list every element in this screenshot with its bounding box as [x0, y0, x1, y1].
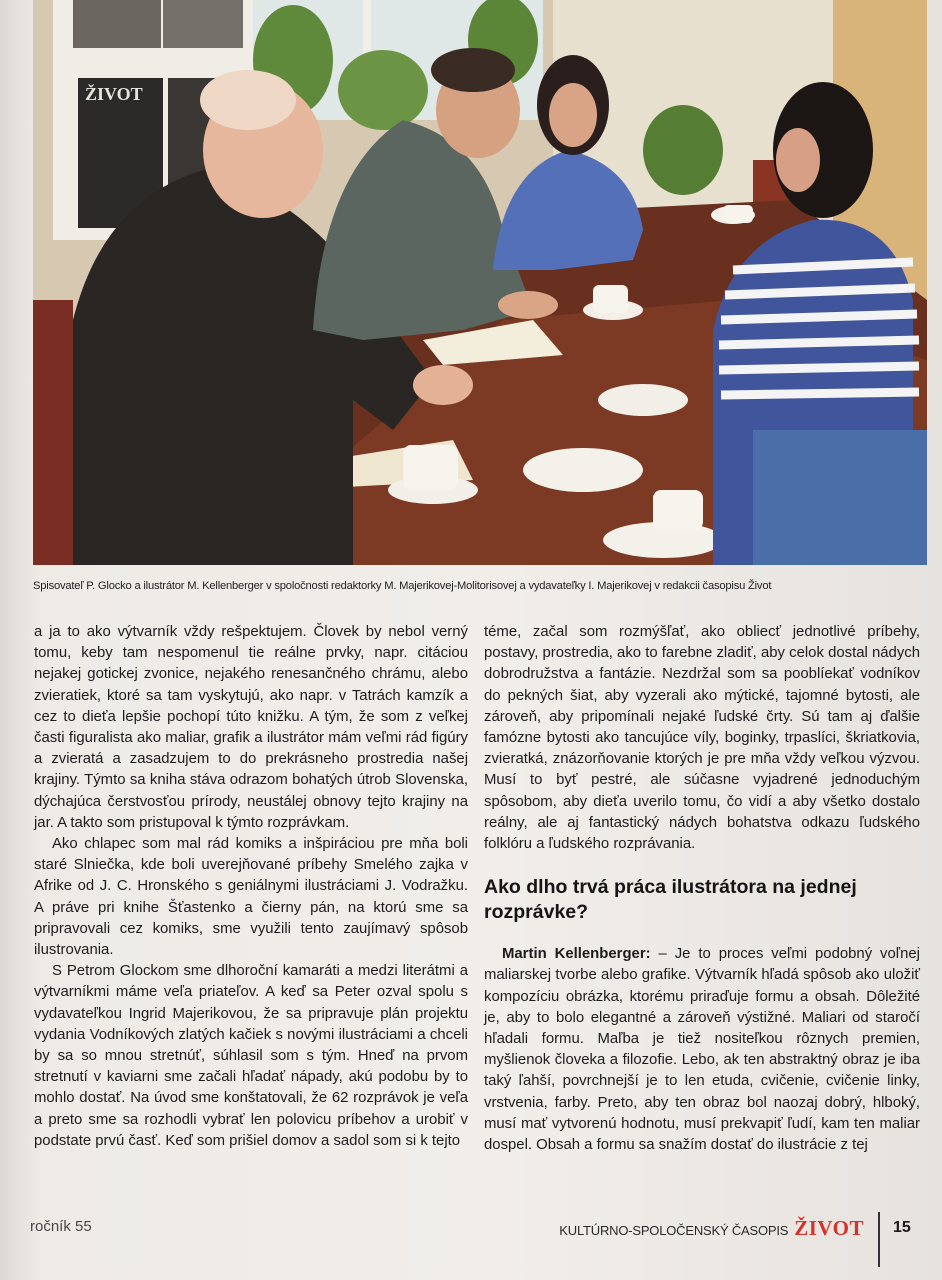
article-photo — [33, 0, 927, 565]
article-left-column — [34, 622, 468, 1152]
photo-caption: Spisovateľ P. Glocko a ilustrátor M. Kellenberger v spoločnosti redaktorky M. Majerikovej-Molitorisovej a vydavateľky I. Majerikovej v redakcii časopisu Život — [33, 580, 772, 592]
answer-text: – Je to proces veľmi podobný voľnej maliarskej tvorbe alebo grafike. Výtvarník hľadá spôsob ako uložiť kompozíciu obrázka, ktorému priraďuje formu a obsah. Dôležité je, aby to bolo elegantné a zároveň výstižné. Maliari od staročí hľadali formu. Maľba je tiež nositeľkou rôznych premien, myšlienok človeka a filozofie. Lebo, ak ten abstraktný obraz je iba taký ľahší, povrchnejší je to len etuda, cvičenie, cvičenie linky, vrstvenia, farby. Preto, aby ten obraz bol naozaj dobrý, hlboký, musí mať vytvorenú hodnotu, musí prekvapiť ľudí, kam ten maliar dospel. Obsah a formu sa snažím dostať do ilustrácie z tej — [484, 946, 920, 1154]
paragraph-left-3: S Petrom Glockom sme dlhoroční kamaráti a medzi literátmi a výtvarníkmi máme veľa priateľov. A keď sa Peter ozval spolu s vydavateľkou Ingrid Majerikovou, že sa pripravuje plán projektu vydania Vodníkových zlatých kačiek s novými ilustráciami a chceli by sa so mnou stretnúť, súhlasil som s tým. Hneď na prvom stretnutí v kaviarni sme začali hľadať nápady, akú podobu by to mohlo dostať. Na úvod sme konštatovali, že 62 rozprávok je veľa a preto sme sa rozhodli vybrať len polovicu príbehov a urobiť v podstate prvú časť. Keď som prišiel domov a sadol som si k tejto — [34, 963, 468, 1149]
photo-illustration — [33, 0, 927, 565]
magazine-subtitle: KULTÚRNO-SPOLOČENSKÝ ČASOPIS — [559, 1223, 789, 1238]
paragraph-right-1: téme, začal som rozmýšľať, ako obliecť jednotlivé príbehy, postavy, prostredia, ako to farebne zladiť, aby celok dostal nádych dobrodružstva a fantázie. Nezdržal som sa pooblíekať vodníkov do pekných šiat, aby vyzerali ako mýtické, tajomné bytosti, ale zároveň, aby pripomínali nejaké ľudské črty. Sú tam aj ďalšie famózne bytosti ako tancujúce víly, boginky, trpaslíci, škriatkovia, zvieratká, znázorňovanie ktorých je pre mňa vždy veľkou výzvou. Musí to byť pestré, ale súčasne vyjadrené jednoduchým spôsobom, aby dieťa uverilo tomu, čo vidí a aby všetko dostalo reálny, ale aj fantastický nádych bohatstva odkazu ľudského folklóru a ľudského rozprávania. — [484, 624, 920, 853]
footer-divider — [878, 1212, 880, 1267]
magazine-logo: ŽIVOT — [794, 1216, 864, 1240]
speaker-name: Martin Kellenberger: — [502, 946, 651, 963]
paragraph-right-2 — [484, 944, 920, 1156]
section-heading: Ako dlho trvá práca ilustrátora na jednej rozprávke? — [484, 876, 857, 924]
footer-masthead — [559, 1216, 864, 1241]
article-right-column — [484, 622, 920, 1156]
paragraph-left-1: a ja to ako výtvarník vždy rešpektujem. Človek by nebol verný tomu, keby tam nespomenul tie reálne prvky, napr. citáciou nejakej gotickej zvonice, nejakého renesančného chrámu, alebo zvieratiek, ktoré sa tam vyskytujú, ako napr. v Tatrách kamzík a cez to dieťa lepšie pochopí túto knižku. A tým, že som z veľkej časti figuralista ako maliar, grafik a ilustrátor mám veľmi rád figúry a zvieratá a zasadzujem to do prekrásneho prostredia našej krajiny. Týmto sa kniha stáva odrazom bohatých útrob Slovenska, dýchajúca čerstvosťou prírody, neustálej obnovy tejto krajiny na jar. A takto som pristupoval k týmto rozprávkam. — [34, 624, 468, 831]
page-number: 15 — [893, 1219, 911, 1236]
paragraph-left-2: Ako chlapec som mal rád komiks a inšpiráciou pre mňa boli staré Slniečka, kde boli uverejňované príbehy Smelého zajka v Afrike od J. C. Hronského s geniálnymi ilustráciami J. Vodražku. A práve pri knihe Šťastenko a čierny pán, na ktorú sme sa pripravovali cez komiks, sme využili tento zaujímavý spôsob ilustrovania. — [34, 836, 468, 959]
volume-label: ročník 55 — [30, 1218, 92, 1235]
poster-title: ŽIVOT — [85, 84, 143, 104]
